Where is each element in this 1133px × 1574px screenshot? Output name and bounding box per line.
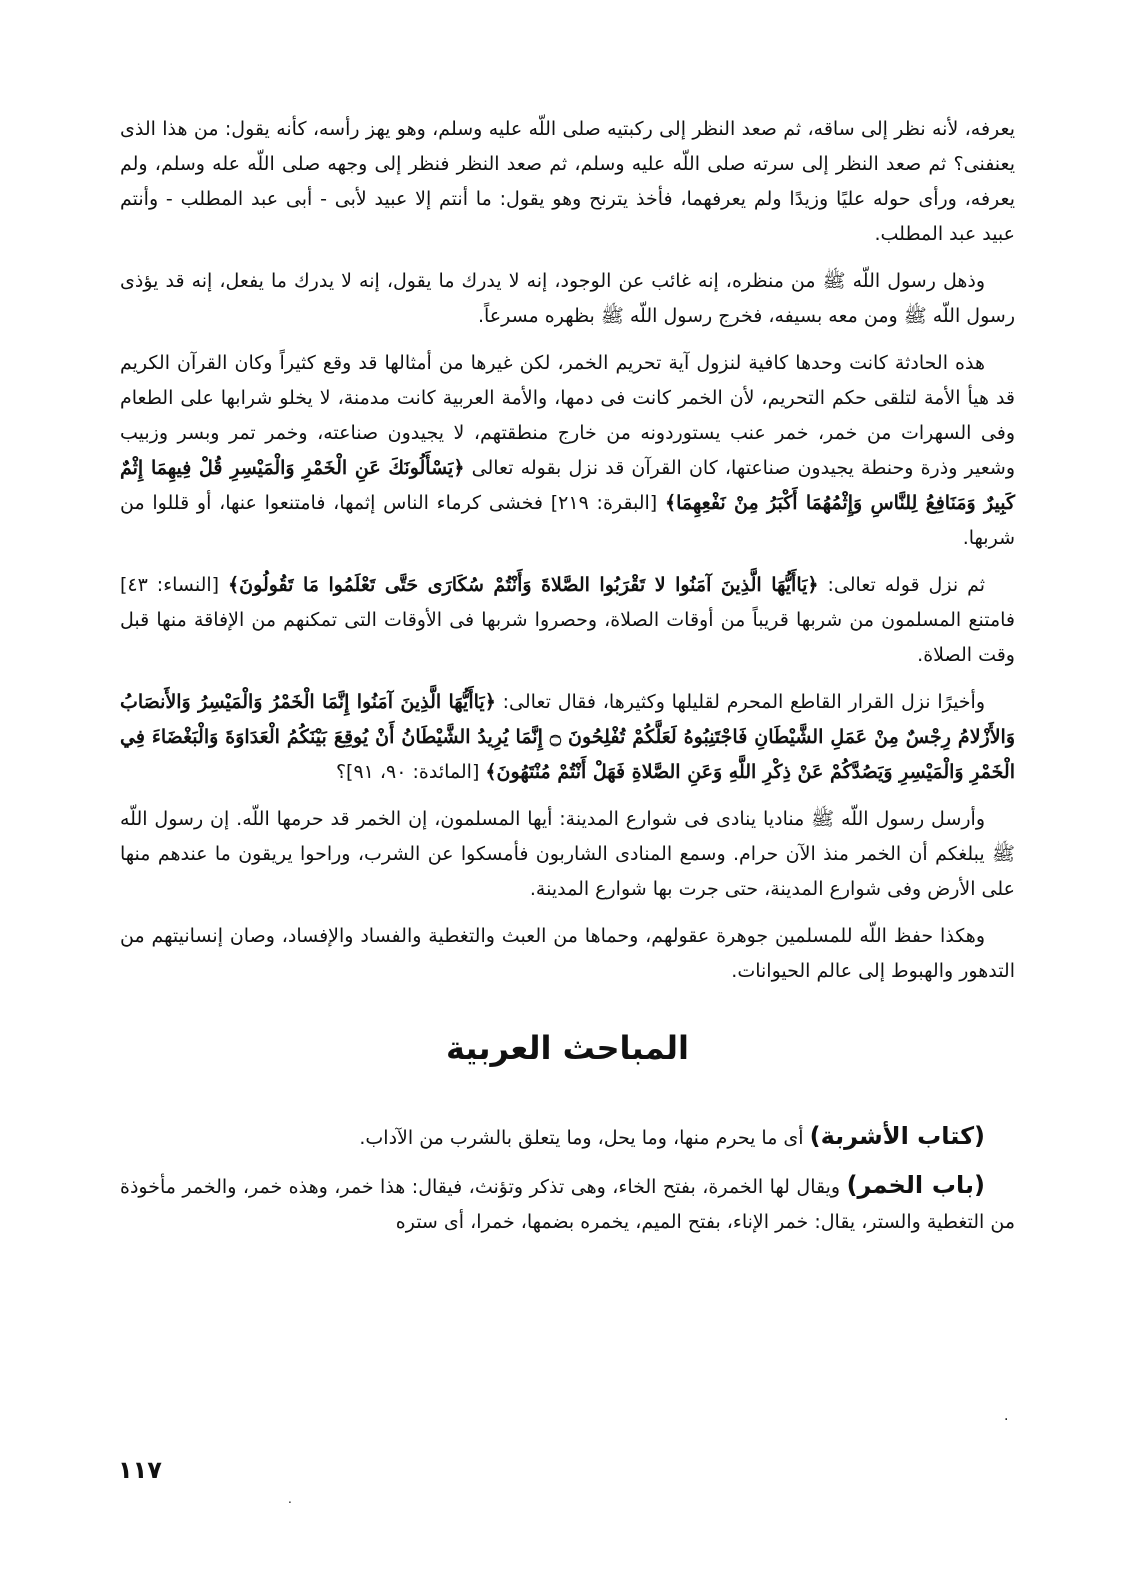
margin-dot: · <box>1004 1412 1009 1428</box>
verse-reference-nisa: [النساء: ٤٣] فامتنع المسلمون من شربها قريباً من أوقات الصلاة، وحصروا شربها فى الأوقات التى تمكنهم من الإفاقة منها قبل وقت الصلاة. <box>120 574 1015 666</box>
bab-term: (باب الخمر) <box>846 1171 985 1199</box>
paragraph-4-intro: ثم نزل قوله تعالى: <box>827 574 986 596</box>
quran-verse-maida: ﴿يَاأَيُّهَا الَّذِينَ آمَنُوا إِنَّمَا الْخَمْرُ وَالْمَيْسِرُ وَالأَنصَابُ وَالأَزْلامُ رِجْسٌ مِنْ عَمَلِ الشَّيْطَانِ فَاجْتَنِبُوهُ لَعَلَّكُمْ تُفْلِحُونَ ۝ إِنَّمَا يُرِيدُ الشَّيْطَانُ أَنْ يُوقِعَ بَيْنَكُمُ الْعَدَاوَةَ وَالْبَغْضَاءَ فِي الْخَمْرِ وَالْمَيْسِرِ وَيَصُدَّكُمْ عَنْ ذِكْرِ اللَّهِ وَعَنِ الصَّلاةِ فَهَلْ أَنْتُمْ مُنْتَهُونَ﴾ <box>120 691 1016 783</box>
verse-reference-maida: [المائدة: ٩٠، ٩١]؟ <box>335 761 480 783</box>
section-heading: المباحث العربية <box>445 1029 690 1067</box>
paragraph-2: وذهل رسول اللّه ﷺ من منظره، إنه غائب عن الوجود، إنه لا يدرك ما يقول، إنه لا يدرك ما يفعل، إنه قد يؤذى رسول اللّه ﷺ ومن معه بسيفه، فخرج رسول اللّه ﷺ بظهره مسرعاً. <box>120 270 1015 327</box>
bab-entry <box>120 1168 1015 1240</box>
paragraph-5 <box>120 685 1015 790</box>
kitab-term: (كتاب الأشربة) <box>809 1122 985 1150</box>
paragraph-3 <box>120 346 1015 556</box>
paragraph-7: وهكذا حفظ اللّه للمسلمين جوهرة عقولهم، وحماها من العبث والتغطية والفساد والإفساد، وصان إنسانيتهم من التدهور والهبوط إلى عالم الحيوانات. <box>120 925 1015 982</box>
paragraph-1: يعرفه، لأنه نظر إلى ساقه، ثم صعد النظر إلى ركبتيه صلى اللّه عليه وسلم، وهو يهز رأسه، كأنه يقول: من هذا الذى يعنفنى؟ ثم صعد النظر إلى سرته صلى اللّه عليه وسلم، ثم صعد النظر فنظر إلى وجهه صلى اللّه عله وسلم، ولم يعرفه، ورأى حوله عليًا وزيدًا ولم يعرفهما، فأخذ يترنح وهو يقول: ما أنتم إلا عبيد لأبى - أبى عبد المطلب - وأنتم عبيد عبد المطلب. <box>120 118 1015 245</box>
paragraph-5-intro: وأخيرًا نزل القرار القاطع المحرم لقليلها وكثيرها، فقال تعالى: <box>502 691 986 713</box>
kitab-definition: أى ما يحرم منها، وما يحل، وما يتعلق بالشرب من الآداب. <box>359 1127 804 1149</box>
paragraph-6: وأرسل رسول اللّه ﷺ مناديا ينادى فى شوارع المدينة: أيها المسلمون، إن الخمر قد حرمها اللّه. إن رسول اللّه ﷺ يبلغكم أن الخمر منذ الآن حرام. وسمع المنادى الشاربون فأمسكوا عن الشرب، وراحوا يريقون ما عندهم منها على الأرض وفى شوارع المدينة، حتى جرت بها شوارع المدينة. <box>120 808 1015 900</box>
page-number: ١١٧ <box>118 1456 162 1484</box>
paragraph-3-text: هذه الحادثة كانت وحدها كافية لنزول آية تحريم الخمر، لكن غيرها من أمثالها قد وقع كثيراً وكان القرآن الكريم قد هيأ الأمة لتلقى حكم التحريم، لأن الخمر كانت فى دمها، والأمة العربية كانت مدمنة، لا يخلو شرابها على الطعام وفى السهرات من خمر، خمر عنب يستوردونه من خارج منطقتهم، لا يجيدون صناعته، وخمر تمر وبسر وزبيب وشعير وذرة وحنطة يجيدون صناعتها، كان القرآن قد نزل بقوله تعالى <box>120 352 1015 479</box>
paragraph-4 <box>120 568 1015 673</box>
kitab-entry <box>120 1119 1015 1156</box>
quran-verse-baqara: ﴿يَسْأَلُونَكَ عَنِ الْخَمْرِ وَالْمَيْسِرِ قُلْ فِيهِمَا إِثْمٌ كَبِيرٌ وَمَنَافِعُ لِلنَّاسِ وَإِثْمُهُمَا أَكْبَرُ مِنْ نَفْعِهِمَا﴾ <box>120 457 1015 514</box>
body-text <box>120 112 1015 1252</box>
stray-dot: . <box>288 1492 292 1506</box>
bab-definition: ويقال لها الخمرة، بفتح الخاء، وهى تذكر وتؤنث، فيقال: هذا خمر، وهذه خمر، والخمر مأخوذة من التغطية والستر، يقال: خمر الإناء، بفتح الميم، يخمره بضمها، خمرا، أى ستره <box>120 1176 1015 1233</box>
verse-reference-baqara: [البقرة: ٢١٩] فخشى كرماء الناس إثمها، فامتنعوا عنها، أو قللوا من شربها. <box>120 492 1015 549</box>
quran-verse-nisa: ﴿يَاأَيُّهَا الَّذِينَ آمَنُوا لا تَقْرَبُوا الصَّلاةَ وَأَنْتُمْ سُكَارَى حَتَّى تَعْلَمُوا مَا تَقُولُونَ﴾ <box>228 574 819 596</box>
